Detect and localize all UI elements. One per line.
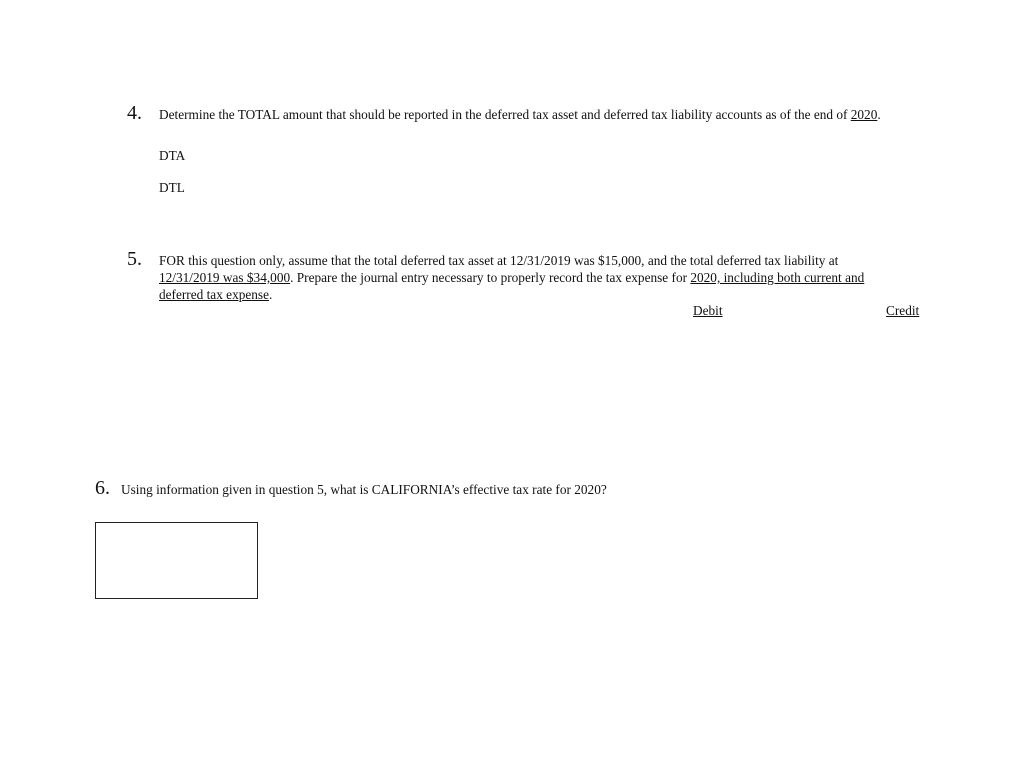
question-5-line-3 [159,286,272,303]
credit-column-header: Credit [886,303,920,318]
question-5-scope: 2020, including both current and [690,270,865,285]
dta-label: DTA [159,148,186,163]
question-4-text [159,106,881,123]
question-6-number: 6. [95,477,110,499]
question-4-number: 4. [127,102,142,124]
question-6-text: Using information given in question 5, what is CALIFORNIA’s effective tax rate for 2020? [121,482,607,497]
question-5-line-2 [159,269,864,286]
question-4-prompt: Determine the TOTAL amount that should be reported in the deferred tax asset and deferred tax liability accounts as of the end of [159,107,851,122]
question-5-scope-end: deferred tax expense [159,287,270,302]
answer-box[interactable] [95,522,258,599]
question-5-line-1: FOR this question only, assume that the total deferred tax asset at 12/31/2019 was $15,000, and the total deferred tax liability at [159,253,839,268]
question-5-dtl-date: 12/31/2019 was $34,000 [159,270,291,285]
debit-column-header: Debit [693,303,723,318]
dtl-label: DTL [159,180,185,195]
question-4-year: 2020 [850,107,878,122]
question-5-period: . [269,287,273,302]
question-4-period: . [877,107,881,122]
question-5-instruction: . Prepare the journal entry necessary to properly record the tax expense for [290,270,691,285]
question-5-number: 5. [127,248,142,270]
